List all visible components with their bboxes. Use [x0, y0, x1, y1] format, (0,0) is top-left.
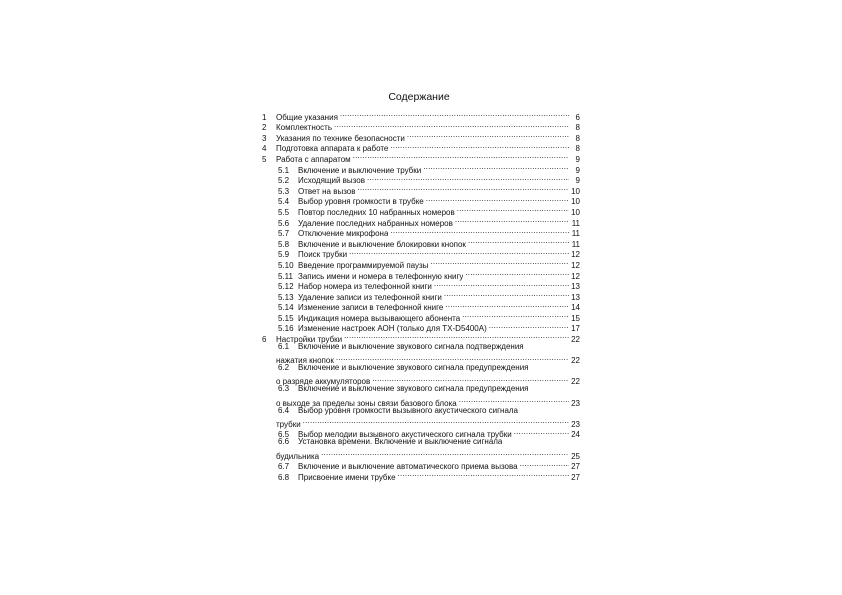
toc-entry-row [262, 459, 580, 470]
toc-entry-row [262, 183, 580, 194]
toc-page-number: 23 [571, 419, 580, 429]
toc-entry-row [262, 374, 580, 385]
toc-entry-row [262, 130, 580, 141]
toc-entry-row [262, 321, 580, 332]
toc-entry-number: 6.6 [278, 437, 290, 447]
toc-leader-dots [321, 448, 569, 459]
toc-entry-row [262, 173, 580, 184]
toc-leader-dots [430, 257, 569, 268]
toc-entry [262, 300, 580, 311]
toc-entry [262, 342, 580, 366]
toc-leader-dots [457, 204, 569, 215]
toc-page-number: 23 [571, 398, 580, 408]
toc-entry-row [262, 151, 580, 162]
toc-leader-dots [444, 289, 569, 300]
toc-entry-title: Повтор последних 10 набранных номеров [298, 207, 455, 217]
toc-page-number: 9 [575, 165, 580, 175]
toc-entry-number: 3 [262, 133, 267, 143]
toc-entry-number: 5.4 [278, 197, 290, 207]
toc-page-number: 12 [571, 260, 580, 270]
toc-entry-number: 6.5 [278, 430, 290, 440]
toc-leader-dots [407, 130, 569, 141]
toc-page-number: 10 [571, 207, 580, 217]
toc-entry-number: 5.11 [278, 271, 293, 281]
toc-entry-number: 5.7 [278, 229, 290, 239]
table-of-contents [262, 109, 580, 480]
toc-entry-row [262, 204, 580, 215]
toc-entry-number: 5.13 [278, 292, 294, 302]
toc-entry-number: 5.15 [278, 313, 294, 323]
toc-entry-row [262, 416, 580, 427]
toc-entry [262, 321, 580, 332]
toc-page-number: 24 [571, 430, 580, 440]
toc-page-number: 11 [571, 218, 580, 228]
toc-entry-row [262, 279, 580, 290]
toc-title: Содержание [388, 91, 450, 103]
toc-leader-dots [372, 374, 569, 385]
toc-page-number: 10 [571, 186, 580, 196]
toc-entry-title-continued: о выходе за пределы зоны связи базового блока [276, 398, 457, 408]
toc-entry-number: 2 [262, 123, 267, 133]
toc-entry-title: Удаление последних набранных номеров [298, 218, 453, 228]
toc-entry-number: 6.2 [278, 363, 290, 373]
toc-entry [262, 151, 580, 162]
toc-entry-title-continued: нажатия кнопок [276, 356, 334, 366]
toc-entry [262, 289, 580, 300]
toc-entry [262, 162, 580, 173]
toc-entry-number: 5.16 [278, 324, 294, 334]
toc-entry-number: 5.1 [278, 165, 290, 175]
toc-page-number: 8 [575, 144, 580, 154]
toc-entry-title: Изменение записи в телефонной книге [298, 303, 444, 313]
toc-entry-row [262, 141, 580, 152]
toc-entry-row [262, 427, 580, 438]
toc-entry-row [262, 236, 580, 247]
toc-entry [262, 469, 580, 480]
toc-entry [262, 215, 580, 226]
toc-page-number: 6 [575, 112, 580, 122]
toc-entry-title: Выбор уровня громкости вызывного акустического сигнала [298, 405, 519, 415]
toc-leader-dots [303, 416, 569, 427]
toc-entry-row [262, 384, 580, 395]
toc-entry-row [262, 194, 580, 205]
toc-page-number: 13 [571, 282, 580, 292]
toc-entry [262, 363, 580, 387]
toc-leader-dots [340, 109, 569, 120]
toc-page-number: 9 [575, 154, 580, 164]
toc-page-number: 9 [575, 176, 580, 186]
toc-entry-number: 6 [262, 335, 267, 345]
toc-entry [262, 427, 580, 438]
toc-entry-row [262, 342, 580, 353]
toc-entry [262, 437, 580, 461]
toc-entry-title: Установка времени. Включение и выключение сигнала [298, 437, 503, 447]
toc-entry-row [262, 395, 580, 406]
toc-leader-dots [423, 162, 569, 173]
toc-entry-title: Поиск трубки [298, 250, 348, 260]
toc-leader-dots [390, 141, 569, 152]
toc-leader-dots [459, 395, 569, 406]
toc-entry-title: Отключение микрофона [298, 229, 389, 239]
toc-page-number: 8 [575, 123, 580, 133]
toc-entry-title: Запись имени и номера в телефонную книгу [298, 271, 464, 281]
toc-page-number: 27 [571, 472, 580, 482]
toc-entry-title: Работа с аппаратом [276, 154, 351, 164]
toc-entry [262, 459, 580, 470]
toc-leader-dots [344, 331, 569, 342]
toc-entry [262, 120, 580, 131]
toc-entry-title: Настройки трубки [276, 335, 343, 345]
toc-leader-dots [468, 236, 569, 247]
toc-entry-title-continued: о разряде аккумуляторов [276, 377, 371, 387]
toc-leader-dots [462, 310, 569, 321]
toc-entry-title: Изменение настроек АОН (только для TX-D5400A) [298, 324, 487, 334]
toc-entry [262, 236, 580, 247]
toc-entry-row [262, 300, 580, 311]
toc-page-number: 27 [571, 462, 580, 472]
toc-entry-title: Набор номера из телефонной книги [298, 282, 432, 292]
toc-entry-title: Общие указания [276, 112, 338, 122]
toc-entry-number: 6.8 [278, 472, 290, 482]
toc-leader-dots [465, 268, 569, 279]
toc-leader-dots [489, 321, 569, 332]
toc-entry [262, 130, 580, 141]
toc-entry-number: 5.6 [278, 218, 290, 228]
toc-entry [262, 173, 580, 184]
toc-page-number: 13 [571, 292, 580, 302]
toc-entry [262, 183, 580, 194]
toc-entry-number: 5.5 [278, 207, 290, 217]
toc-entry [262, 194, 580, 205]
toc-entry-number: 6.3 [278, 384, 290, 394]
toc-entry-title-continued: трубки [276, 419, 301, 429]
toc-entry [262, 406, 580, 427]
toc-entry-row [262, 406, 580, 417]
toc-entry [262, 247, 580, 258]
toc-entry-title: Включение и выключение звукового сигнала подтверждения [298, 342, 524, 352]
toc-entry-row [262, 120, 580, 131]
toc-entry [262, 257, 580, 268]
toc-entry-title: Присвоение имени трубке [298, 472, 396, 482]
toc-entry-title: Введение программируемой паузы [298, 260, 429, 270]
toc-entry-number: 1 [262, 112, 267, 122]
toc-entry-number: 6.1 [278, 342, 290, 352]
toc-entry-title: Подготовка аппарата к работе [276, 144, 389, 154]
toc-entry-number: 6.7 [278, 462, 290, 472]
toc-entry-row [262, 109, 580, 120]
toc-page-number: 14 [571, 303, 580, 313]
toc-entry-title: Включение и выключение звукового сигнала предупреждения [298, 384, 529, 394]
toc-entry-row [262, 353, 580, 364]
toc-entry-title: Включение и выключение звукового сигнала предупреждения [298, 363, 529, 373]
toc-entry-row [262, 331, 580, 345]
toc-page-number: 12 [571, 271, 580, 281]
toc-entry [262, 226, 580, 237]
toc-entry-title-continued: будильника [276, 451, 320, 461]
toc-page-number: 8 [575, 133, 580, 143]
toc-entry-number: 6.4 [278, 405, 290, 415]
toc-entry-title: Удаление записи из телефонной книги [298, 292, 442, 302]
toc-leader-dots [336, 353, 569, 364]
toc-page-number: 12 [571, 250, 580, 260]
toc-entry-title: Индикация номера вызывающего абонента [298, 313, 461, 323]
toc-entry-row [262, 215, 580, 226]
toc-entry [262, 141, 580, 152]
toc-leader-dots [353, 151, 569, 162]
toc-leader-dots [357, 183, 569, 194]
toc-entry-title: Включение и выключение автоматического приема вызова [298, 462, 518, 472]
toc-entry [262, 310, 580, 321]
toc-entry-number: 5.2 [278, 176, 290, 186]
toc-page-number: 22 [571, 335, 580, 345]
toc-entry-number: 5.3 [278, 186, 290, 196]
toc-entry-row [262, 310, 580, 321]
toc-entry [262, 268, 580, 279]
toc-entry-number: 5.12 [278, 282, 294, 292]
toc-page-number: 11 [571, 229, 580, 239]
toc-leader-dots [390, 226, 569, 237]
toc-entry-row [262, 162, 580, 173]
toc-page-number: 17 [571, 324, 580, 334]
toc-leader-dots [434, 279, 569, 290]
toc-entry-row [262, 247, 580, 258]
toc-leader-dots [334, 120, 569, 131]
toc-page-number: 25 [571, 451, 580, 461]
toc-entry-row [262, 448, 580, 459]
toc-page-number: 11 [571, 239, 580, 249]
toc-entry [262, 331, 580, 345]
toc-entry-number: 5.14 [278, 303, 294, 313]
toc-entry-title: Включение и выключение трубки [298, 165, 422, 175]
toc-leader-dots [398, 469, 569, 480]
toc-leader-dots [455, 215, 569, 226]
toc-entry-title: Ответ на вызов [298, 186, 356, 196]
toc-leader-dots [445, 300, 569, 311]
toc-entry-title: Комплектность [276, 123, 333, 133]
toc-entry-title: Указания по технике безопасности [276, 133, 405, 143]
toc-page-number: 15 [571, 313, 580, 323]
toc-entry-row [262, 226, 580, 237]
toc-entry-number: 5 [262, 154, 267, 164]
toc-entry-row [262, 268, 580, 279]
toc-entry-number: 5.8 [278, 239, 290, 249]
toc-leader-dots [520, 459, 569, 470]
toc-entry [262, 384, 580, 408]
toc-entry [262, 204, 580, 215]
toc-leader-dots [367, 173, 569, 184]
toc-entry-title: Выбор уровня громкости в трубке [298, 197, 424, 207]
toc-entry-row [262, 437, 580, 448]
toc-entry-row [262, 289, 580, 300]
toc-entry-title: Выбор мелодии вызывного акустического сигнала трубки [298, 430, 512, 440]
toc-entry-row [262, 363, 580, 374]
toc-entry-number: 5.9 [278, 250, 290, 260]
toc-leader-dots [349, 247, 569, 258]
toc-entry-row [262, 257, 580, 268]
toc-entry-number: 4 [262, 144, 267, 154]
toc-entry-row [262, 469, 580, 480]
toc-leader-dots [514, 427, 569, 438]
toc-entry [262, 279, 580, 290]
toc-entry [262, 109, 580, 120]
toc-entry-title: Исходящий вызов [298, 176, 365, 186]
toc-entry-title: Включение и выключение блокировки кнопок [298, 239, 466, 249]
toc-entry-number: 5.10 [278, 260, 294, 270]
toc-page-number: 22 [571, 377, 580, 387]
toc-page-number: 22 [571, 356, 580, 366]
toc-page-number: 10 [571, 197, 580, 207]
toc-leader-dots [426, 194, 569, 205]
